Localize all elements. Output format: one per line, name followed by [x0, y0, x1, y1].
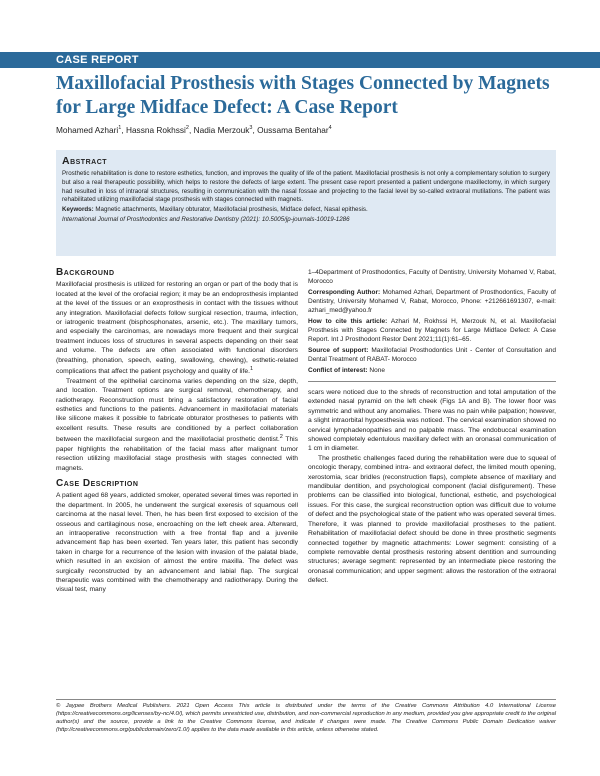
affiliation-block	[308, 268, 556, 375]
background-paragraph: Treatment of the epithelial carcinoma varies depending on the size, depth, and location. Treatment options are surgical removal, chemotherapy, and radiotherapy. Reconstruction must bring a satisfactory restoration of facial esthetics and functions to the patients. Advancement in maxillofacial materials like silicone makes it possible to fabricate obturator prostheses to patients with excellent results. These results are conditioned by a perfect collaboration between the maxillofacial surgeon and the maxillofacial prosthetic dentist.$^2$ This paper highlights the rehabilitation of the facial mass after malignant tumor resection utilizing maxillofacial stage prosthesis with stages connected with magnets.	[56, 377, 298, 472]
footer-divider	[56, 699, 556, 700]
author-list: Mohamed Azhari$^1$, Hassna Rokhssi$^2$, Nadia Merzouk$^3$, Oussama Bentahar$^4$	[56, 124, 332, 135]
article-type-label: CASE REPORT	[56, 54, 139, 66]
abstract-box	[56, 150, 556, 256]
case-description-heading: Case Description	[56, 478, 139, 489]
license-footer: © Jaypee Brothers Medical Publishers. 2021 Open Access This article is distributed under the terms of the Creative Commons Attribution 4.0 International License (https://creativecommons.org/licenses/by-nc/4.0/), which permits unrestricted use, distribution, and non-commercial reproduction in any medium, provided you give appropriate credit to the original author(s) and the source, provide a link to the Creative Commons license, and indicate if changes were made. The Creative Commons Public Domain Dedication waiver (http://creativecommons.org/publicdomain/zero/1.0/) applies to the data made available in this article, unless otherwise stated.	[56, 703, 556, 733]
conflict-of-interest: Conflict of interest: None	[308, 367, 385, 374]
abstract-text: Prosthetic rehabilitation is done to restore esthetics, function, and improves the quality of life of the patient. Maxillofacial prosthesis is not only a complementary solution to surgery but also a real therapeutic possibility, which helps to restore the defects of large extent. The present case report presented a patient undergone maxillectomy, in which surgery had resulted in loss of intraoral structures, resulting in communication with the nasal fossae and projecting to the facial level by so-called extraoral mutilations. The patient was rehabilitated utilizing maxillofacial stage prosthesis with stages connected with magnets.	[62, 170, 550, 204]
source-of-support: Source of support: Maxillofacial Prosthodontics Unit - Center of Consultation and Dental Treatment of RABAT- Morocco	[308, 347, 557, 363]
keywords: Keywords: Magnetic attachments, Maxillary obturator, Maxillofacial prosthesis, Midface defect, Nasal epithesis.	[62, 206, 368, 214]
divider	[308, 381, 556, 382]
author-name: Oussama Bentahar	[257, 124, 329, 135]
case-paragraph: The prosthetic challenges faced during the rehabilitation were due to squeal of oncologic therapy, combined intra- and extraoral defect, the limited mouth opening, xerostomia, scar bridles (reconstruction flaps), complete absence of maxillary and mandibular dentition, and psychological component (facial disfigurement). These problems can be classified into biological, functional, esthetic, and psychological issues. For this case, the surgical reconstruction option was difficult due to volume of defect and the psychological state of the patient who was operated several times. Therefore, it was planned to provide maxillofacial prostheses to the patient. Rehabilitation of maxillofacial defect should be done in three prosthetic segments connected together by magnetic attachments: Lower segment: consisting of a complete removable dental prosthesis restoring absent dentition and surrounding structures; average segment: represented by an intermediate piece restoring the oronasal communication; and upper segment: allows the restoration of the extraoral defect.	[308, 454, 556, 585]
how-to-cite: How to cite this article: Azhari M, Rokhssi H, Merzouk N, et al. Maxillofacial Prosthesis with Stages Connected by Magnets for Large Midface Defect: A Case Report. Int J Prosthodont Restor Dent 2021;11(1):61–65.	[308, 318, 556, 343]
left-column	[56, 268, 298, 595]
case-paragraph: scars were noticed due to the shreds of reconstruction and total amputation of the extended nasal pyramid on the left cheek (Figs 1A and B). The lower floor was symmetric and without any anomalies. There was no pain while palpation; however, a slight intraorbital hypoesthesia was noticed. The cervical examination showed no cervical lymphadenopathies and no palpable mass. The endobuccal examination showed completely edentulous maxillary defect with an oronasal communication of 1 cm in diameter.	[308, 389, 556, 453]
article-title: Maxillofacial Prosthesis with Stages Connected by Magnets for Large Midface Defect: A Case Report	[56, 73, 550, 118]
corresponding-author: Corresponding Author: Mohamed Azhari, Department of Prosthodontics, Faculty of Dentistry, University Mohamed V, Rabat, Morocco, Phone: +212661691307, e-mail: azhari_med@yahoo.fr	[308, 289, 556, 314]
background-heading: Background	[56, 267, 115, 278]
author-name: Mohamed Azhari	[56, 124, 119, 135]
journal-citation: International Journal of Prosthodontics and Restorative Dentistry (2021): 10.5005/jp-journals-10019-1286	[62, 215, 350, 223]
background-paragraph: Maxillofacial prosthesis is utilized for restoring an organ or part of the body that is located at the level of the orofacial region; it may be an endoprosthesis implanted at the level of the tissues or an exoprosthesis in contact with the tissues without any integration. Maxillofacial defects follow surgical resection, trauma, infection, or iatrogenic treatment (bisphosphonates, arsenic, etc.). The maxillary tumors, and especially the carcinomas, are nowadays more frequent and their surgical treatment induces loss of structures in several aspects depending on their seat and volume. The defects are often associated with functional disorders (breathing, phonation, speech, eating, swallowing, chewing), esthetic-related complications that affect the patient psychology and quality of life.$^1$	[56, 281, 298, 376]
department-affiliation: 1–4Department of Prosthodontics, Faculty of Dentistry, University Mohamed V, Rabat, Morocco	[308, 269, 556, 285]
right-column	[308, 268, 556, 586]
case-paragraph: A patient aged 68 years, addicted smoker, operated several times was reported in the department. In 2005, he underwent the surgical exeresis of squamous cell carcinoma at the nasal level. Then, he has been first exposed to excision of the osseous and cartilaginous nose, encroaching on the left cheek area. Afterward, an intraoperative reconstruction with a free frontal flap and a juvenile advancement flap has been exerted. Ten years later, this patient has secondly taken in charge for a recurrence of the lesion with invasion of the palatal blade, which resulted in an excision of almost the entire maxilla. The defect was surgically reconstructed by an advancement and labial flap. The surgical therapeutic was combined with the chemotherapy and radiotherapy. During the visual test, many	[56, 492, 298, 594]
abstract-heading: Abstract	[62, 155, 108, 167]
author-name: Nadia Merzouk	[193, 124, 250, 135]
author-name: Hassna Rokhssi	[125, 124, 186, 135]
